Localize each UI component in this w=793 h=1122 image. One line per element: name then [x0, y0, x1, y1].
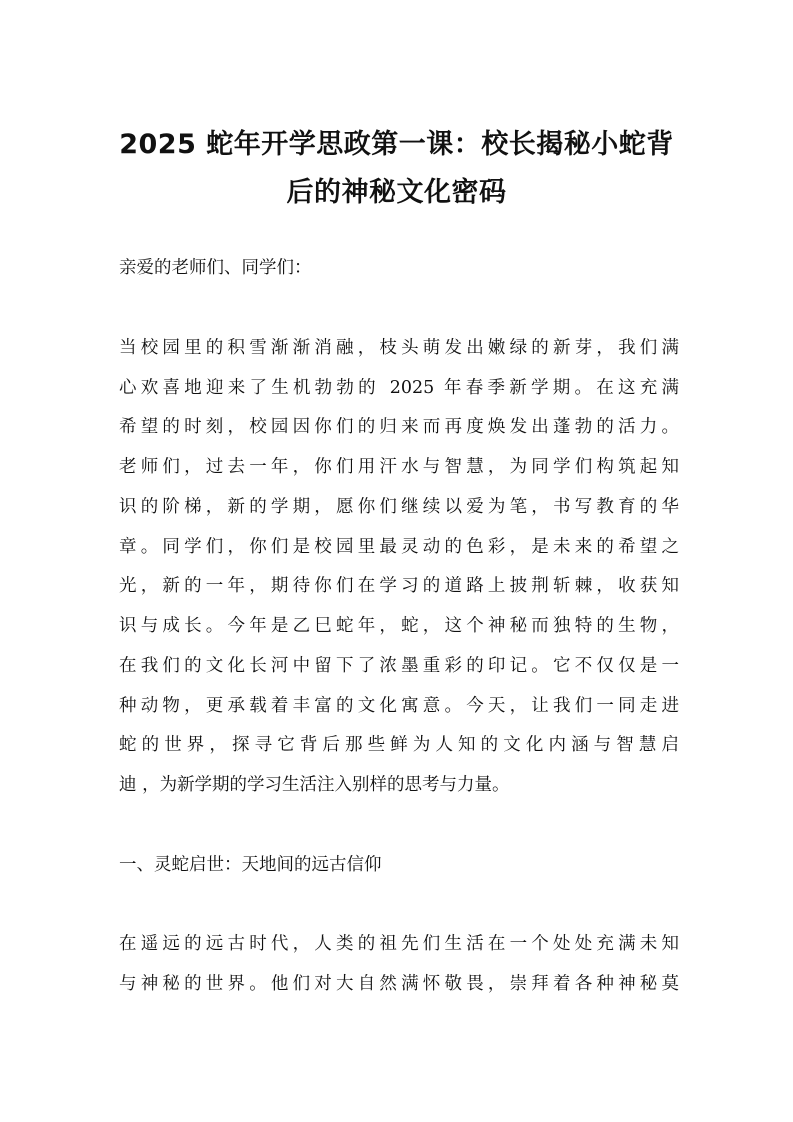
intro-line: 心欢喜地迎来了生机勃勃的 2025 年春季新学期。在这充满 — [119, 378, 679, 398]
section-line: 在遥远的远古时代，人类的祖先们生活在一个处处充满未知 — [119, 934, 679, 954]
intro-line: 蛇的世界，探寻它背后那些鲜为人知的文化内涵与智慧启 — [119, 735, 679, 755]
intro-line: 识的阶梯，新的学期，愿你们继续以爱为笔，书写教育的华 — [119, 497, 679, 517]
intro-line: 希望的时刻，校园因你们的归来而再度焕发出蓬勃的活力。 — [119, 417, 679, 437]
intro-line: 光，新的一年，期待你们在学习的道路上披荆斩棘，收获知 — [119, 576, 679, 596]
intro-line: 迪 ，为新学期的学习生活注入别样的思考与力量。 — [119, 775, 510, 795]
document-title-line-2: 后的神秘文化密码 — [286, 177, 507, 208]
section-line: 与神秘的世界。他们对大自然满怀敬畏，崇拜着各种神秘莫 — [119, 974, 679, 994]
intro-line: 当校园里的积雪渐渐消融，枝头萌发出嫩绿的新芽，我们满 — [119, 338, 679, 358]
document-title-line-1: 2025 蛇年开学思政第一课：校长揭秘小蛇背 — [119, 129, 674, 160]
greeting: 亲爱的老师们、同学们： — [119, 258, 312, 278]
intro-line: 种动物，更承载着丰富的文化寓意。今天，让我们一同走进 — [119, 696, 679, 716]
intro-line: 识与成长。今年是乙巳蛇年，蛇，这个神秘而独特的生物， — [119, 616, 679, 636]
section-heading: 一、灵蛇启世：天地间的远古信仰 — [119, 855, 382, 875]
intro-line: 老师们，过去一年，你们用汗水与智慧，为同学们构筑起知 — [119, 457, 679, 477]
intro-line: 在我们的文化长河中留下了浓墨重彩的印记。它不仅仅是一 — [119, 656, 679, 676]
intro-line: 章。同学们，你们是校园里最灵动的色彩，是未来的希望之 — [119, 537, 679, 557]
